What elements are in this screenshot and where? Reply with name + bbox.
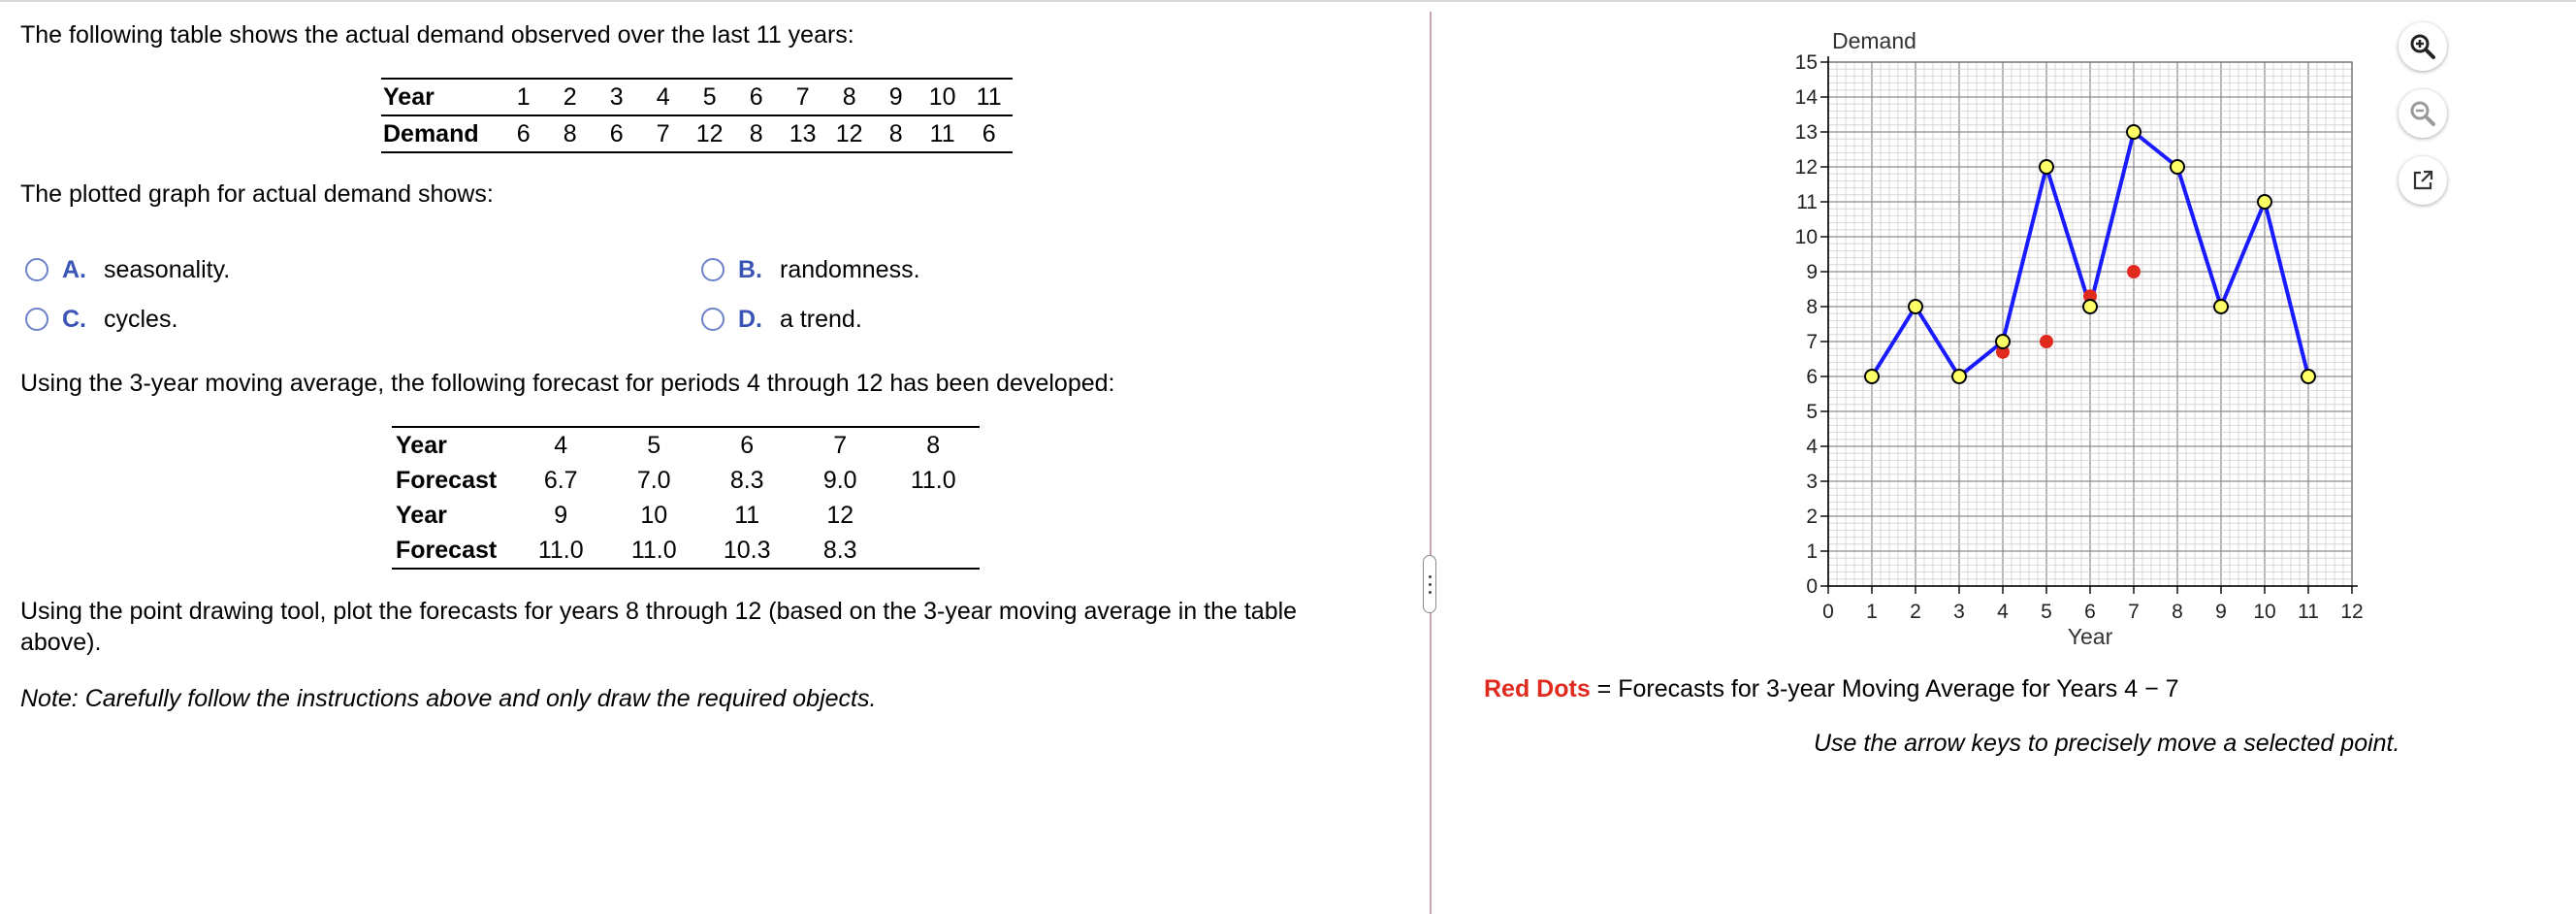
y-tick-label: 14 bbox=[1794, 86, 1818, 109]
forecast-value-cell: 8.3 bbox=[793, 533, 886, 569]
demand-chart[interactable] bbox=[1785, 14, 2386, 644]
forecast-value-cell: 10.3 bbox=[700, 533, 793, 569]
arrow-keys-hint: Use the arrow keys to precisely move a selected point. bbox=[1814, 730, 2400, 757]
forecast-value-cell bbox=[886, 533, 980, 569]
x-tick-label: 6 bbox=[2084, 601, 2096, 623]
forecast-year-header-1: Year bbox=[392, 427, 514, 463]
forecast-year-cell: 11 bbox=[734, 502, 760, 529]
option-d-text: a trend. bbox=[780, 306, 862, 333]
y-tick-label: 10 bbox=[1794, 226, 1818, 248]
x-tick-label: 10 bbox=[2253, 601, 2276, 623]
option-c[interactable] bbox=[25, 304, 177, 335]
panel-divider bbox=[1430, 12, 1432, 914]
open-external-icon bbox=[2409, 167, 2436, 194]
forecast-header-1: Forecast bbox=[396, 467, 498, 494]
chart-legend bbox=[1484, 673, 2179, 704]
demand-header: Demand bbox=[381, 115, 500, 152]
legend-red-dots: Red Dots bbox=[1484, 675, 1591, 702]
x-tick-label: 11 bbox=[2298, 601, 2319, 623]
y-tick-label: 12 bbox=[1794, 156, 1818, 179]
y-tick-label: 5 bbox=[1806, 401, 1818, 423]
y-tick-label: 3 bbox=[1806, 471, 1818, 493]
divider-drag-handle[interactable] bbox=[1423, 555, 1436, 613]
plotted-question: The plotted graph for actual demand shows: bbox=[20, 180, 494, 208]
option-a-text: seasonality. bbox=[104, 256, 231, 283]
demand-point bbox=[1996, 335, 2010, 348]
note-text: Note: Carefully follow the instructions above and only draw the required objects. bbox=[20, 685, 877, 712]
demand-value-cell: 6 bbox=[500, 115, 547, 152]
zoom-in-button[interactable] bbox=[2399, 22, 2447, 71]
forecast-year-cell: 10 bbox=[640, 502, 668, 529]
radio-b[interactable] bbox=[701, 258, 724, 281]
forecast-year-cell: 6 bbox=[700, 427, 793, 463]
demand-year-cell: 11 bbox=[966, 79, 1013, 115]
demand-year-cell: 7 bbox=[780, 79, 826, 115]
demand-value-cell: 8 bbox=[733, 115, 780, 152]
demand-year-cell: 1 bbox=[500, 79, 547, 115]
x-axis-label: Year bbox=[2067, 624, 2113, 644]
y-tick-label: 6 bbox=[1806, 366, 1818, 388]
radio-d[interactable] bbox=[701, 308, 724, 331]
y-axis-label: Demand bbox=[1832, 28, 1916, 53]
y-tick-label: 0 bbox=[1806, 575, 1818, 598]
option-a[interactable] bbox=[25, 254, 230, 285]
demand-year-cell: 6 bbox=[733, 79, 780, 115]
zoom-out-button[interactable] bbox=[2399, 89, 2447, 138]
forecast-value-cell: 6.7 bbox=[543, 467, 578, 494]
forecast-value-cell: 11.0 bbox=[910, 467, 956, 494]
zoom-out-icon bbox=[2408, 99, 2437, 128]
demand-point bbox=[2258, 195, 2271, 209]
demand-value-cell: 6 bbox=[594, 115, 640, 152]
forecast-point bbox=[2040, 335, 2053, 348]
x-tick-label: 1 bbox=[1866, 601, 1878, 623]
forecast-year-cell: 7 bbox=[793, 427, 886, 463]
demand-year-cell: 5 bbox=[687, 79, 733, 115]
radio-a[interactable] bbox=[25, 258, 48, 281]
forecast-year-cell: 5 bbox=[607, 427, 700, 463]
y-tick-label: 11 bbox=[1796, 191, 1818, 213]
option-b-letter: B. bbox=[738, 256, 762, 283]
forecast-value-cell: 11.0 bbox=[607, 533, 700, 569]
option-d[interactable] bbox=[701, 304, 862, 335]
x-tick-label: 4 bbox=[1997, 601, 2009, 623]
demand-year-cell: 3 bbox=[594, 79, 640, 115]
x-tick-label: 7 bbox=[2128, 601, 2140, 623]
forecast-value-cell: 7.0 bbox=[636, 467, 671, 494]
y-tick-label: 9 bbox=[1806, 261, 1818, 283]
year-header: Year bbox=[381, 79, 500, 115]
demand-value-cell: 7 bbox=[640, 115, 687, 152]
open-external-button[interactable] bbox=[2399, 156, 2447, 205]
demand-point bbox=[1909, 300, 1922, 313]
demand-year-cell: 4 bbox=[640, 79, 687, 115]
forecast-value-cell: 11.0 bbox=[514, 533, 607, 569]
demand-value-cell: 12 bbox=[687, 115, 733, 152]
radio-c[interactable] bbox=[25, 308, 48, 331]
demand-point bbox=[1952, 370, 1966, 383]
forecast-year-header-2: Year bbox=[396, 502, 447, 529]
demand-value-cell: 6 bbox=[966, 115, 1013, 152]
forecast-year-cell: 4 bbox=[514, 427, 607, 463]
demand-table bbox=[381, 78, 1013, 153]
forecast-value-cell: 8.3 bbox=[729, 467, 764, 494]
demand-value-cell: 8 bbox=[547, 115, 594, 152]
demand-year-cell: 10 bbox=[919, 79, 966, 115]
option-b[interactable] bbox=[701, 254, 920, 285]
forecast-year-cell: 9 bbox=[554, 502, 568, 529]
demand-point bbox=[1865, 370, 1879, 383]
y-tick-label: 7 bbox=[1806, 331, 1818, 353]
x-tick-label: 0 bbox=[1822, 601, 1834, 623]
y-tick-label: 8 bbox=[1806, 296, 1818, 318]
forecast-header-2: Forecast bbox=[392, 533, 514, 569]
option-d-letter: D. bbox=[738, 306, 762, 333]
demand-point bbox=[2083, 300, 2097, 313]
forecast-year-cell: 8 bbox=[886, 427, 980, 463]
option-a-letter: A. bbox=[62, 256, 86, 283]
x-tick-label: 8 bbox=[2172, 601, 2183, 623]
zoom-in-icon bbox=[2408, 32, 2437, 61]
y-tick-label: 2 bbox=[1806, 506, 1818, 528]
y-tick-label: 4 bbox=[1806, 436, 1818, 458]
forecast-year-cell bbox=[886, 498, 980, 533]
x-tick-label: 5 bbox=[2041, 601, 2052, 623]
option-c-text: cycles. bbox=[104, 306, 178, 333]
demand-value-cell: 11 bbox=[919, 115, 966, 152]
option-c-letter: C. bbox=[62, 306, 86, 333]
demand-point bbox=[2040, 160, 2053, 174]
forecast-point bbox=[2127, 265, 2141, 278]
legend-description: = Forecasts for 3-year Moving Average for Years 4 − 7 bbox=[1590, 675, 2179, 702]
option-b-text: randomness. bbox=[780, 256, 920, 283]
demand-year-cell: 9 bbox=[873, 79, 919, 115]
y-tick-label: 1 bbox=[1806, 540, 1818, 563]
demand-year-cell: 2 bbox=[547, 79, 594, 115]
instruction-text: Using the point drawing tool, plot the forecasts for years 8 through 12 (based on the 3-year moving average in the table above). bbox=[20, 598, 1298, 656]
demand-point bbox=[2302, 370, 2315, 383]
y-tick-label: 15 bbox=[1794, 51, 1818, 74]
demand-value-cell: 13 bbox=[780, 115, 826, 152]
moving-average-text: Using the 3-year moving average, the following forecast for periods 4 through 12 has been developed: bbox=[20, 370, 1115, 397]
x-tick-label: 2 bbox=[1910, 601, 1921, 623]
forecast-year-cell: 12 bbox=[826, 502, 854, 529]
demand-value-cell: 12 bbox=[826, 115, 873, 152]
demand-value-cell: 8 bbox=[873, 115, 919, 152]
demand-year-cell: 8 bbox=[826, 79, 873, 115]
intro-text: The following table shows the actual demand observed over the last 11 years: bbox=[20, 21, 854, 49]
x-tick-label: 3 bbox=[1953, 601, 1965, 623]
forecast-table bbox=[392, 426, 980, 570]
demand-point bbox=[2171, 160, 2184, 174]
demand-point bbox=[2127, 125, 2141, 139]
y-tick-label: 13 bbox=[1794, 121, 1818, 144]
demand-point bbox=[2214, 300, 2228, 313]
forecast-value-cell: 9.0 bbox=[822, 467, 857, 494]
x-tick-label: 9 bbox=[2215, 601, 2227, 623]
x-tick-label: 12 bbox=[2340, 601, 2364, 623]
